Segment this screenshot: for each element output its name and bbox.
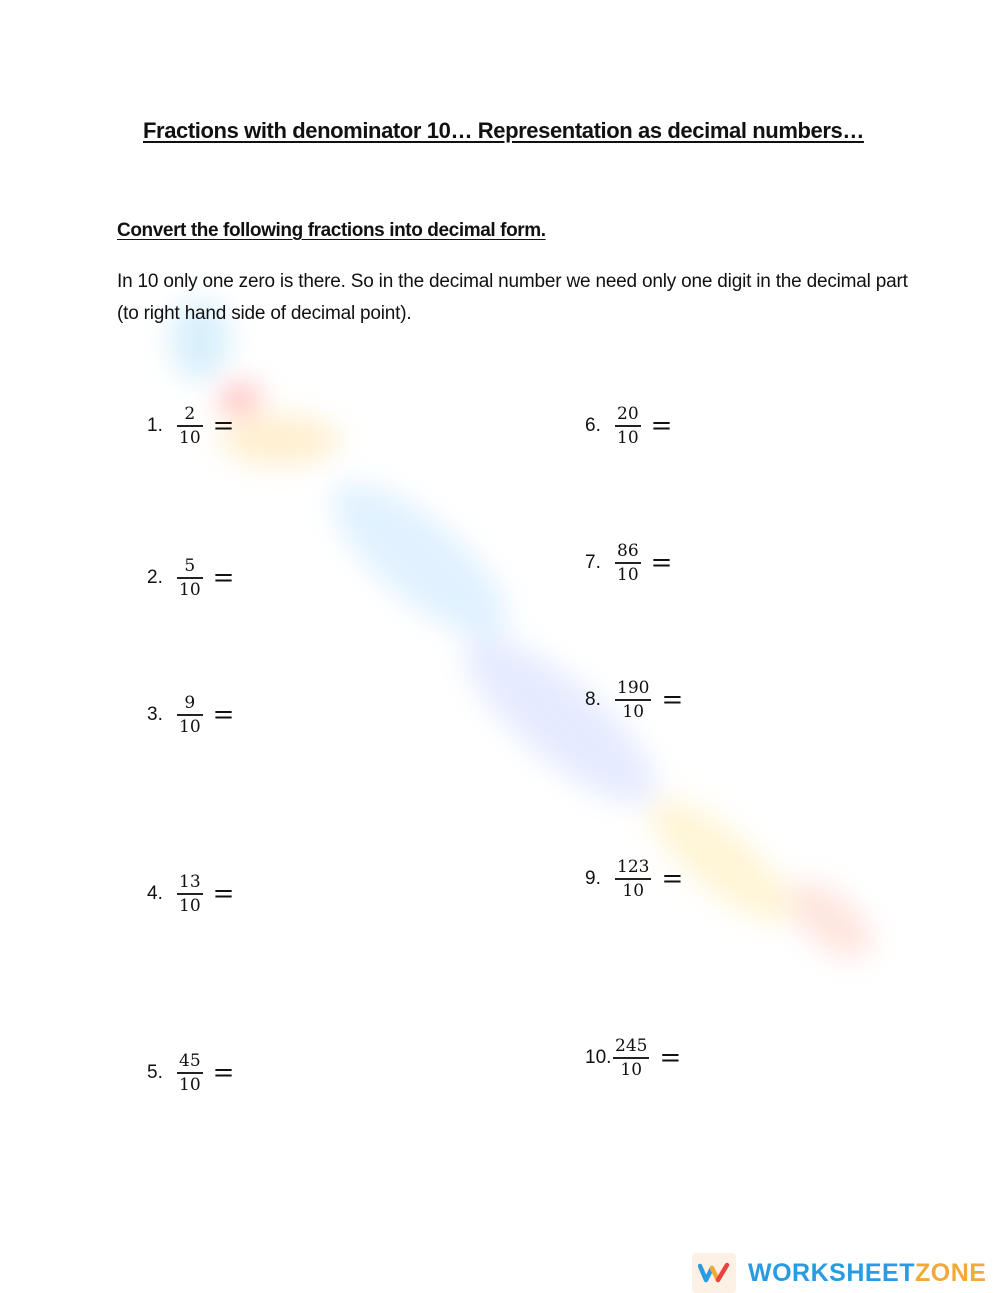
denominator: 10 (179, 580, 201, 600)
numerator: 9 (184, 693, 196, 713)
problem-number: 9. (585, 868, 601, 889)
equals-sign: = (661, 685, 684, 715)
fraction (177, 405, 203, 447)
numerator: 245 (615, 1036, 648, 1056)
logo-text-zone: ZONE (915, 1258, 987, 1287)
numerator: 86 (617, 541, 639, 561)
denominator: 10 (179, 717, 201, 737)
denominator: 10 (179, 1075, 201, 1095)
problem-number: 5. (147, 1062, 163, 1083)
problem-number: 4. (147, 883, 163, 904)
fraction (177, 557, 203, 599)
problem-1 (147, 405, 234, 447)
problem-number: 10. (585, 1047, 612, 1068)
problem-3 (147, 694, 234, 736)
fraction (177, 873, 203, 915)
equals-sign: = (650, 548, 673, 578)
denominator: 10 (617, 565, 639, 585)
problem-number: 6. (585, 415, 601, 436)
equals-sign: = (661, 864, 684, 894)
numerator: 5 (184, 556, 196, 576)
equals-sign: = (212, 1058, 235, 1088)
problem-number: 7. (585, 552, 601, 573)
logo-text-worksheet: WORKSHEET (748, 1258, 915, 1287)
denominator: 10 (622, 702, 645, 722)
numerator: 13 (179, 872, 201, 892)
numerator: 123 (617, 857, 650, 877)
denominator: 10 (179, 428, 201, 448)
problem-5 (147, 1052, 234, 1094)
denominator: 10 (179, 896, 201, 916)
equals-sign: = (212, 411, 235, 441)
fraction (615, 542, 641, 584)
denominator: 10 (620, 1060, 643, 1080)
fraction (615, 679, 651, 721)
page-title: Fractions with denominator 10… Representation as decimal numbers… (143, 118, 864, 143)
problem-10 (585, 1037, 681, 1079)
fraction (177, 694, 203, 736)
equals-sign: = (650, 411, 673, 441)
numerator: 190 (617, 678, 650, 698)
problem-9 (585, 858, 683, 900)
denominator: 10 (622, 881, 645, 901)
problem-6 (585, 405, 672, 447)
problem-2 (147, 557, 234, 599)
problem-number: 2. (147, 567, 163, 588)
numerator: 20 (617, 404, 639, 424)
w-logo-icon (692, 1253, 736, 1293)
fraction (615, 405, 641, 447)
intro-text: In 10 only one zero is there. So in the decimal number we need only one digit in the decimal part (to right hand side of decimal point). (117, 271, 908, 324)
equals-sign: = (659, 1043, 682, 1073)
problem-8 (585, 679, 683, 721)
problem-7 (585, 542, 672, 584)
fraction (177, 1052, 203, 1094)
equals-sign: = (212, 700, 235, 730)
worksheetzone-logo (692, 1253, 986, 1293)
equals-sign: = (212, 879, 235, 909)
problem-number: 3. (147, 704, 163, 725)
problem-number: 8. (585, 689, 601, 710)
instruction-heading: Convert the following fractions into decimal form. (117, 220, 546, 241)
fraction (613, 1037, 649, 1079)
numerator: 45 (179, 1051, 201, 1071)
denominator: 10 (617, 428, 639, 448)
equals-sign: = (212, 563, 235, 593)
fraction (615, 858, 651, 900)
numerator: 2 (184, 404, 196, 424)
problem-number: 1. (147, 415, 163, 436)
problem-4 (147, 873, 234, 915)
logo-text (748, 1259, 986, 1288)
